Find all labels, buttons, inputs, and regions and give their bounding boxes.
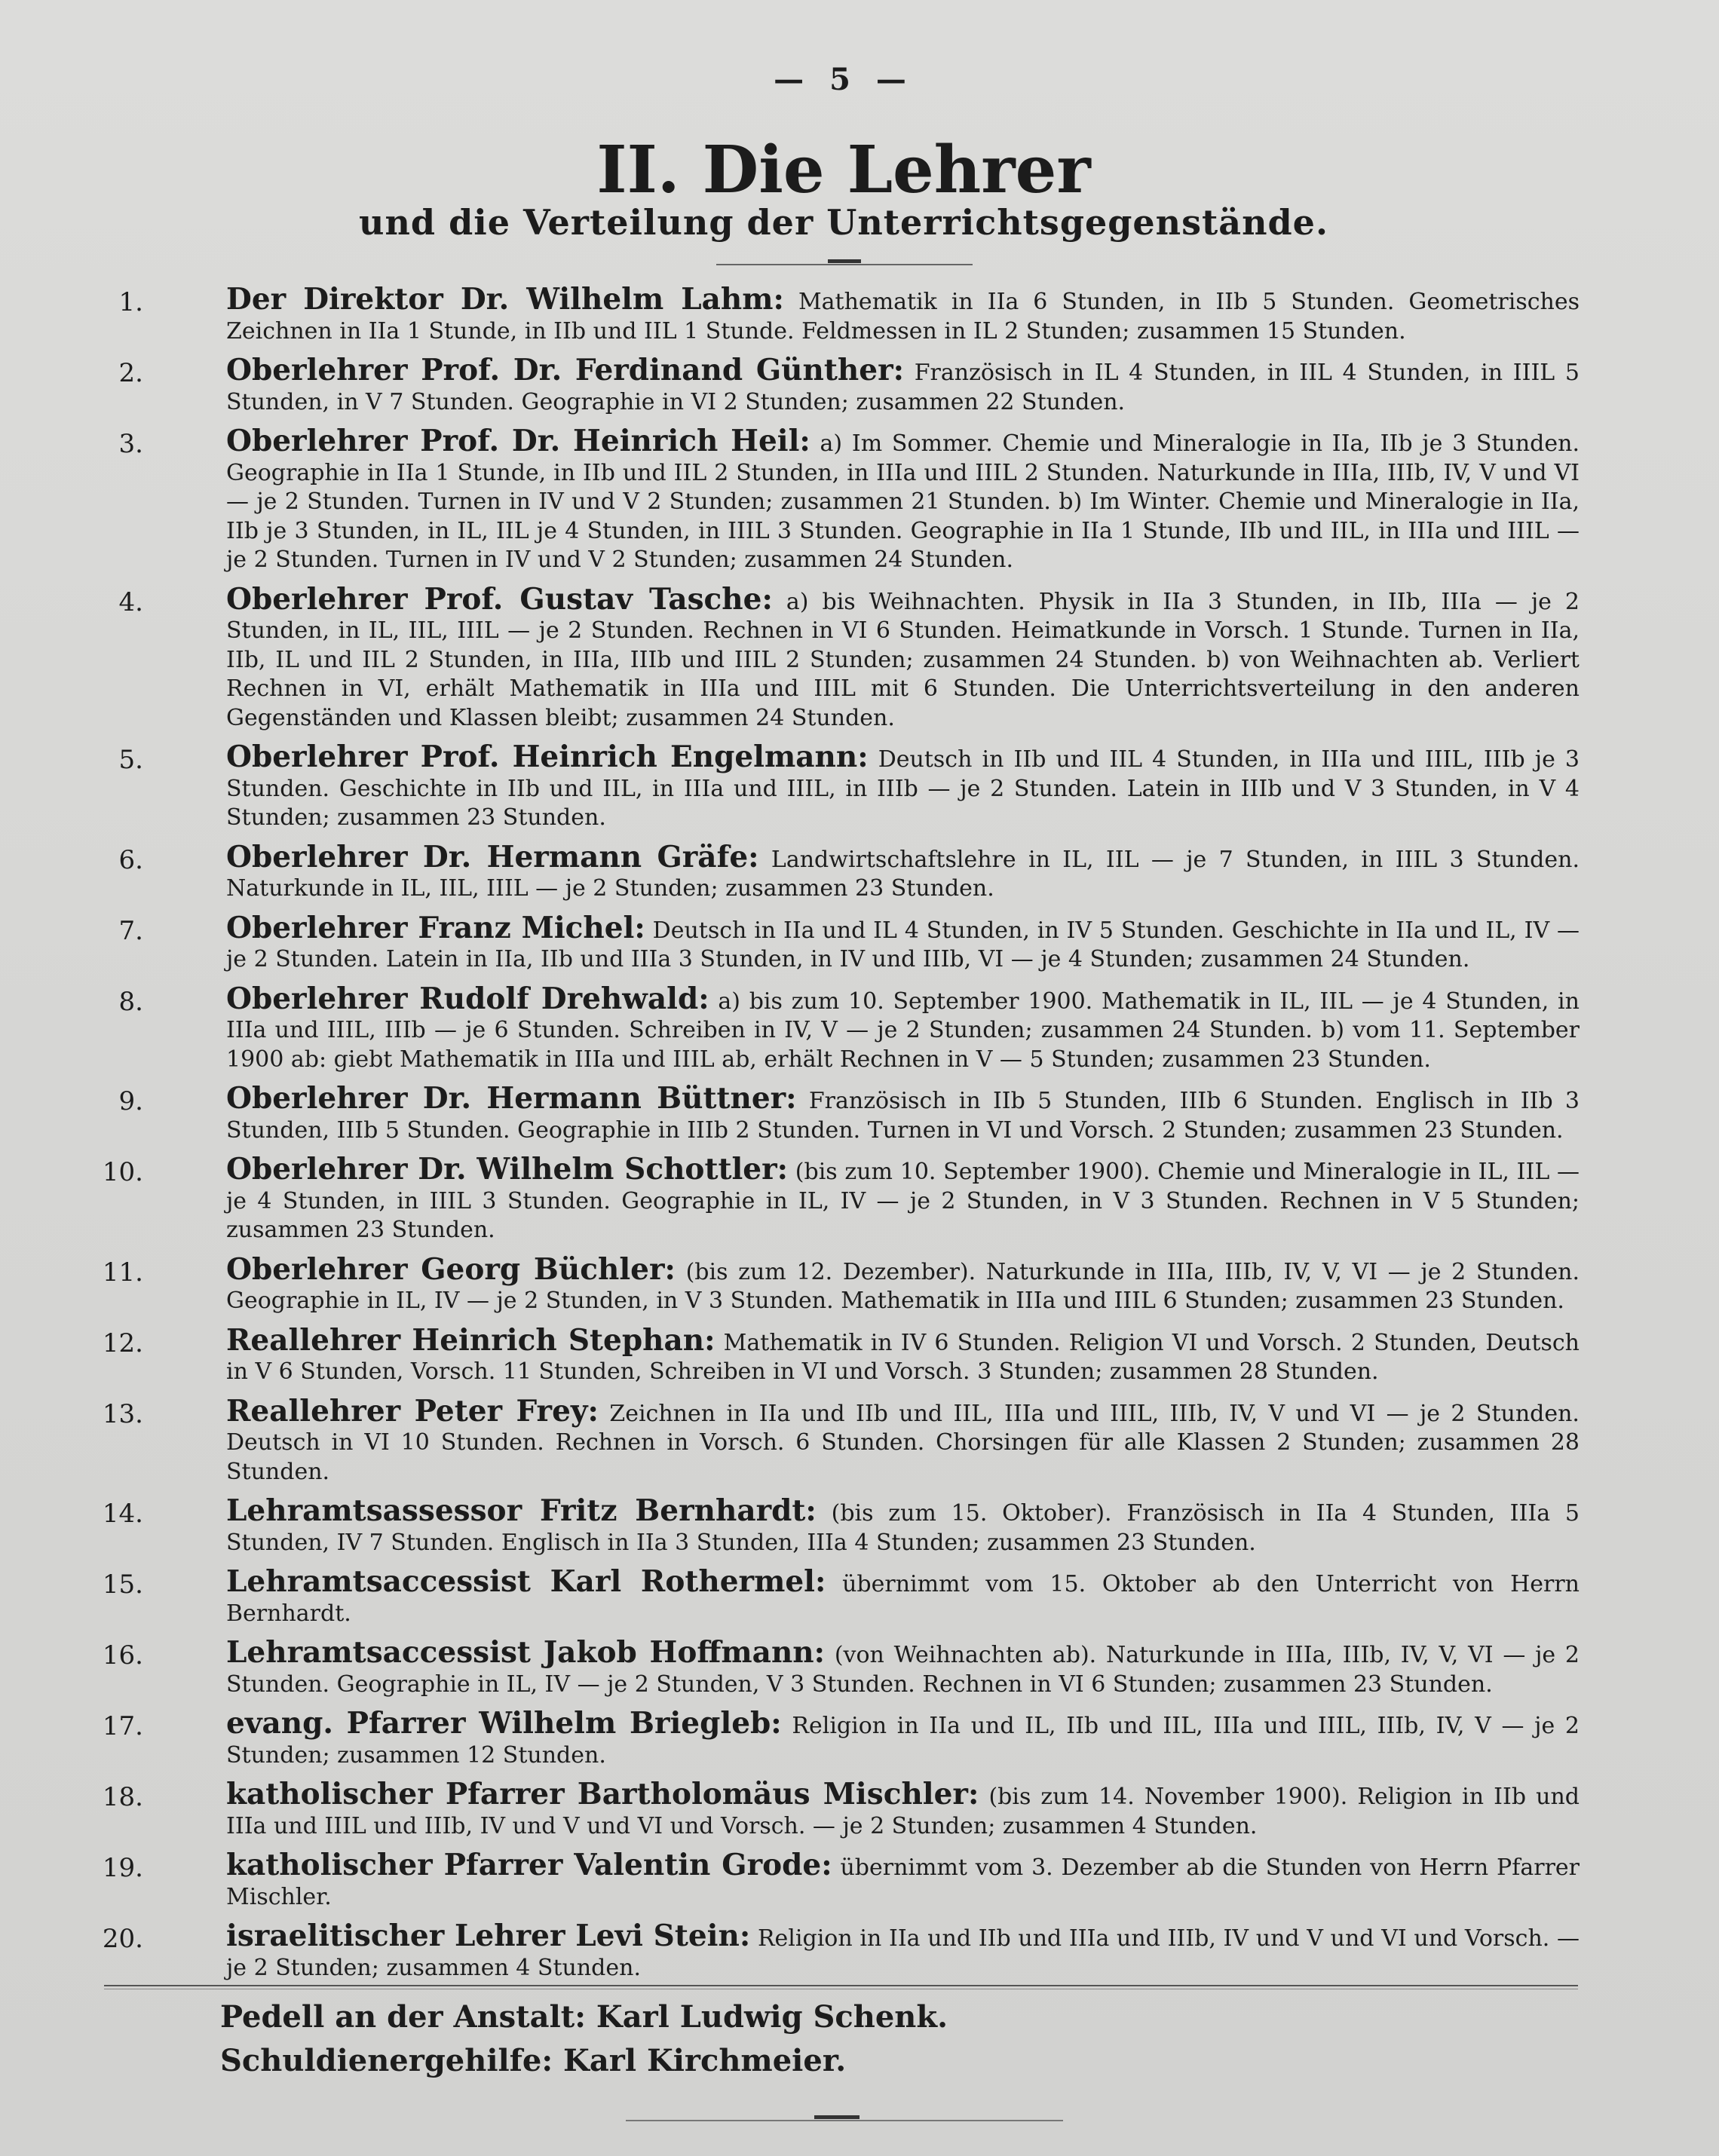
teacher-subjects: (bis zum 10. September 1900). Chemie und Mineralogie in IL, IIL — je 4 Stunden, in IIIL 3 Stunden. Geographie in IL, IV — je 2 Stunden, in V 3 Stunden. Rechnen in V 5 Stunden; zusammen 23 Stunden. <box>226 1159 1580 1243</box>
entry-number: 3. <box>118 429 143 459</box>
teacher-name: Oberlehrer Rudolf Drehwald: <box>226 981 709 1016</box>
teacher-name: Oberlehrer Prof. Dr. Heinrich Heil: <box>226 424 810 458</box>
teacher-name: Lehramtsaccessist Karl Rothermel: <box>226 1564 826 1599</box>
teacher-subjects: übernimmt vom 15. Oktober ab den Unterricht von Herrn Bernhardt. <box>226 1571 1580 1627</box>
entry-number: 11. <box>102 1257 143 1288</box>
teacher-entry <box>90 1848 1580 1912</box>
entry-number: 15. <box>102 1570 143 1600</box>
teacher-name: Oberlehrer Prof. Heinrich Engelmann: <box>226 740 869 774</box>
teacher-name: Oberlehrer Dr. Wilhelm Schottler: <box>226 1152 789 1187</box>
teacher-subjects: Mathematik in IV 6 Stunden. Religion VI und Vorsch. 2 Stunden, Deutsch in V 6 Stunden, Vorsch. 11 Stunden, Schreiben in VI und Vorsch. 3 Stunden; zusammen 28 Stunden. <box>226 1329 1580 1385</box>
entry-number: 5. <box>118 745 143 775</box>
teacher-name: Oberlehrer Franz Michel: <box>226 910 645 945</box>
teacher-entry <box>90 1393 1580 1487</box>
teacher-name: evang. Pfarrer Wilhelm Briegleb: <box>226 1706 782 1741</box>
teacher-subjects: Religion in IIa und IIb und IIIa und IIIb, IV und V und VI und Vorsch. — je 2 Stunden; zusammen 4 Stunden. <box>226 1925 1580 1981</box>
teacher-entry <box>90 1493 1580 1557</box>
teacher-subjects: Französisch in IL 4 Stunden, in IIL 4 Stunden, in IIIL 5 Stunden, in V 7 Stunden. Geographie in VI 2 Stunden; zusammen 22 Stunden. <box>226 360 1580 415</box>
entry-number: 10. <box>102 1157 143 1187</box>
entry-number: 8. <box>118 986 143 1017</box>
title-rule <box>716 264 973 265</box>
entry-number: 6. <box>118 844 143 875</box>
teacher-name: Oberlehrer Prof. Gustav Tasche: <box>226 581 773 617</box>
teacher-entry <box>90 1564 1580 1628</box>
teacher-subjects: Landwirtschaftslehre in IL, IIL — je 7 Stunden, in IIIL 3 Stunden. Naturkunde in IL, IIL, IIIL — je 2 Stunden; zusammen 23 Stunden. <box>226 846 1580 902</box>
teacher-entry <box>90 424 1580 575</box>
teacher-subjects: Mathematik in IIa 6 Stunden, in IIb 5 Stunden. Geometrisches Zeichnen in IIa 1 Stunde, in IIb und IIL 1 Stunde. Feldmessen in IL 2 Stunden; zusammen 15 Stunden. <box>226 289 1580 345</box>
teacher-subjects: übernimmt vom 3. Dezember ab die Stunden von Herrn Pfarrer Mischler. <box>226 1854 1580 1910</box>
entry-number: 4. <box>118 586 143 617</box>
teacher-entry <box>90 1322 1580 1387</box>
entry-number: 1. <box>118 287 143 317</box>
teacher-entry <box>90 1251 1580 1316</box>
teacher-entry <box>90 910 1580 975</box>
entry-number: 19. <box>102 1853 143 1883</box>
title-rule-mark <box>828 259 861 263</box>
teacher-entry <box>90 1706 1580 1770</box>
teacher-subjects: (bis zum 14. November 1900). Religion in IIb und IIIa und IIIL und IIIb, IV und V und VI und Vorsch. — je 2 Stunden; zusammen 4 Stunden. <box>226 1784 1580 1839</box>
entry-number: 9. <box>118 1086 143 1116</box>
end-rule <box>626 2120 1063 2121</box>
teacher-entry <box>90 1777 1580 1841</box>
teacher-name: Der Direktor Dr. Wilhelm Lahm: <box>226 282 784 317</box>
teacher-subjects: Deutsch in IIa und IL 4 Stunden, in IV 5 Stunden. Geschichte in IIa und IL, IV — je 2 Stunden. Latein in IIa, IIb und IIIa 3 Stunden, in IV und IIIb, VI — je 4 Stunden; zusammen 24 Stunden. <box>226 917 1580 972</box>
teacher-name: katholischer Pfarrer Valentin Grode: <box>226 1848 832 1882</box>
teacher-entry <box>90 1635 1580 1699</box>
teacher-entry <box>90 1152 1580 1245</box>
section-subtitle: und die Verteilung der Unterrichtsgegenstände. <box>359 202 1328 243</box>
entry-number: 20. <box>102 1924 143 1954</box>
teacher-subjects: (bis zum 15. Oktober). Französisch in IIa 4 Stunden, IIIa 5 Stunden, IV 7 Stunden. Englisch in IIa 3 Stunden, IIIa 4 Stunden; zusammen 23 Stunden. <box>226 1500 1580 1556</box>
teacher-subjects: a) Im Sommer. Chemie und Mineralogie in IIa, IIb je 3 Stunden. Geographie in IIa 1 Stunde, in IIb und IIL 2 Stunden, in IIIa und IIIL 2 Stunden. Naturkunde in IIIa, IIIb, IV, V und VI — je 2 Stunden. Turnen in IV und V 2 Stunden; zusammen 21 Stunden. b) Im Winter. Chemie und Mineralogie in IIa, IIb je 3 Stunden, in IL, IIL je 4 Stunden, in IIIL 3 Stunden. Geographie in IIa 1 Stunde, IIb und IIL, in IIIa und IIIL — je 2 Stunden. Turnen in IV und V 2 Stunden; zusammen 24 Stunden. <box>226 430 1580 573</box>
teacher-name: Reallehrer Heinrich Stephan: <box>226 1322 715 1358</box>
teacher-subjects: Religion in IIa und IL, IIb und IIL, IIIa und IIIL, IIIb, IV, V — je 2 Stunden; zusammen 12 Stunden. <box>226 1713 1580 1769</box>
teacher-name: katholischer Pfarrer Bartholomäus Mischler: <box>226 1777 979 1811</box>
teacher-subjects: (von Weihnachten ab). Naturkunde in IIIa, IIIb, IV, V, VI — je 2 Stunden. Geographie in IL, IV — je 2 Stunden, V 3 Stunden. Rechnen in VI 6 Stunden; zusammen 23 Stunden. <box>226 1642 1580 1698</box>
entry-number: 18. <box>102 1782 143 1812</box>
section-title: II. Die Lehrer <box>596 132 1091 208</box>
entry-number: 12. <box>102 1328 143 1358</box>
teacher-list <box>90 282 1580 1992</box>
bottom-rule <box>104 1985 1578 1986</box>
teacher-subjects: Zeichnen in IIa und IIb und IIL, IIIa und IIIL, IIIb, IV, V und VI — je 2 Stunden. Deutsch in VI 10 Stunden. Rechnen in Vorsch. 6 Stunden. Chorsingen für alle Klassen 2 Stunden; zusammen 28 Stunden. <box>226 1400 1580 1485</box>
teacher-entry <box>90 1919 1580 1983</box>
teacher-name: Oberlehrer Prof. Dr. Ferdinand Günther: <box>226 353 905 387</box>
entry-number: 16. <box>102 1640 143 1671</box>
entry-number: 14. <box>102 1499 143 1529</box>
teacher-name: Oberlehrer Dr. Hermann Gräfe: <box>226 839 759 874</box>
entry-number: 17. <box>102 1711 143 1741</box>
teacher-subjects: Französisch in IIb 5 Stunden, IIIb 6 Stunden. Englisch in IIb 3 Stunden, IIIb 5 Stunden. Geographie in IIIb 2 Stunden. Turnen in VI und Vorsch. 2 Stunden; zusammen 23 Stunden. <box>226 1088 1580 1144</box>
teacher-name: Oberlehrer Georg Büchler: <box>226 1251 676 1287</box>
end-rule-mark <box>814 2115 860 2119</box>
teacher-entry <box>90 740 1580 833</box>
teacher-name: Lehramtsaccessist Jakob Hoffmann: <box>226 1635 826 1670</box>
staff-schuldiener: Schuldienergehilfe: Karl Kirchmeier. <box>220 2043 847 2078</box>
teacher-subjects: Deutsch in IIb und IIL 4 Stunden, in IIIa und IIIL, IIIb je 3 Stunden. Geschichte in IIb und IIL, in IIIa und IIIL, in IIIb — je 2 Stunden. Latein in IIIb und V 3 Stunden, in V 4 Stunden; zusammen 23 Stunden. <box>226 746 1580 831</box>
teacher-subjects: a) bis zum 10. September 1900. Mathematik in IL, IIL — je 4 Stunden, in IIIa und IIIL, IIIb — je 6 Stunden. Schreiben in IV, V — je 2 Stunden; zusammen 24 Stunden. b) vom 11. September 1900 ab: giebt Mathematik in IIIa und IIIL ab, erhält Rechnen in V — 5 Stunden; zusammen 23 Stunden. <box>226 988 1580 1073</box>
teacher-entry <box>90 1081 1580 1145</box>
teacher-name: israelitischer Lehrer Levi Stein: <box>226 1919 751 1953</box>
page-number: — 5 — <box>774 62 914 97</box>
teacher-name: Reallehrer Peter Frey: <box>226 1393 599 1429</box>
teacher-entry <box>90 581 1580 733</box>
teacher-entry <box>90 981 1580 1075</box>
staff-pedell: Pedell an der Anstalt: Karl Ludwig Schenk. <box>220 1999 948 2035</box>
teacher-entry <box>90 353 1580 417</box>
teacher-name: Oberlehrer Dr. Hermann Büttner: <box>226 1081 797 1116</box>
teacher-entry <box>90 282 1580 346</box>
teacher-name: Lehramtsassessor Fritz Bernhardt: <box>226 1493 817 1528</box>
teacher-subjects: a) bis Weihnachten. Physik in IIa 3 Stunden, in IIb, IIIa — je 2 Stunden, in IL, IIL, IIIL — je 2 Stunden. Rechnen in VI 6 Stunden. Heimatkunde in Vorsch. 1 Stunde. Turnen in IIa, IIb, IL und IIL 2 Stunden, in IIIa, IIIb und IIIL 2 Stunden; zusammen 24 Stunden. b) von Weihnachten ab. Verliert Rechnen in VI, erhält Mathematik in IIIa und IIIL mit 6 Stunden. Die Unterrichtsverteilung in den anderen Gegenständen und Klassen bleibt; zusammen 24 Stunden. <box>226 588 1580 731</box>
teacher-entry <box>90 839 1580 904</box>
entry-number: 13. <box>102 1398 143 1429</box>
teacher-subjects: (bis zum 12. Dezember). Naturkunde in IIIa, IIIb, IV, V, VI — je 2 Stunden. Geographie in IL, IV — je 2 Stunden, in V 3 Stunden. Mathematik in IIIa und IIIL 6 Stunden; zusammen 23 Stunden. <box>226 1258 1580 1314</box>
entry-number: 2. <box>118 358 143 388</box>
entry-number: 7. <box>118 915 143 946</box>
